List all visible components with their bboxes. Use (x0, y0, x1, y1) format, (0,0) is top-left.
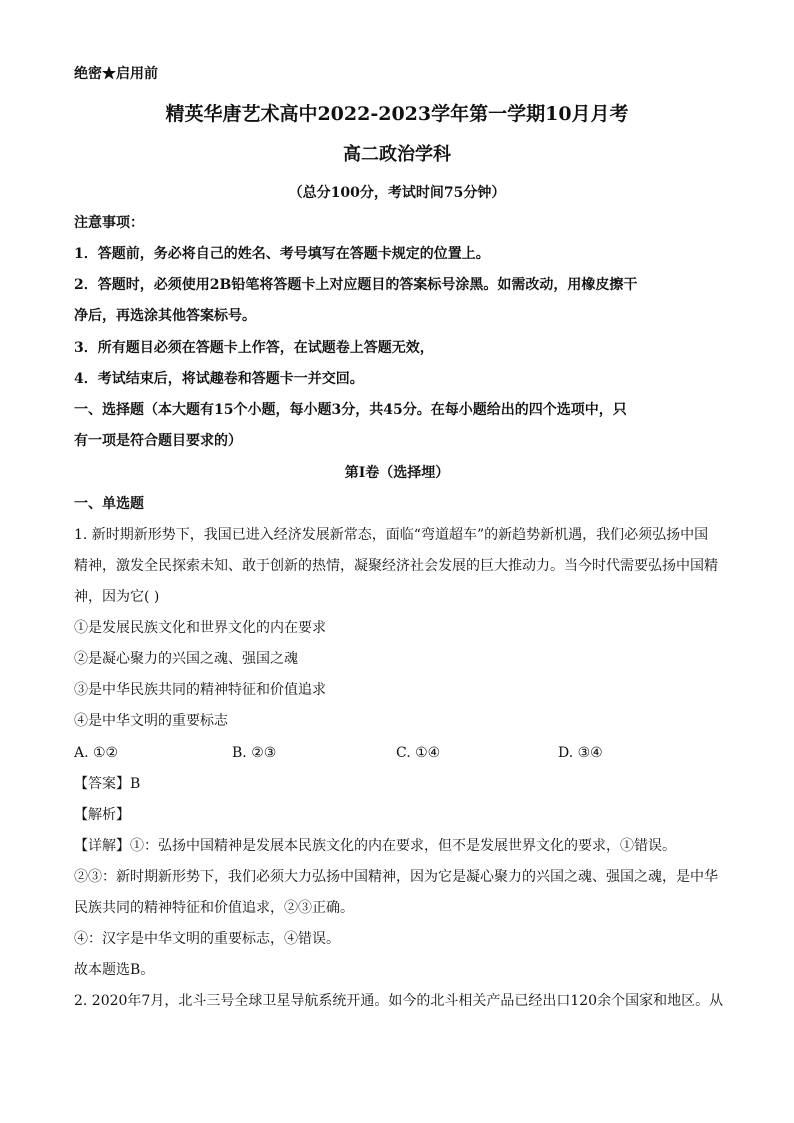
volume-title: 第Ⅰ卷（选择埋） (344, 465, 450, 481)
option-a: A. ①② (74, 745, 119, 761)
analysis-detail: ④：汉字是中华文明的重要标志，④错误。 (74, 931, 340, 947)
question-1-stem-end: 神，因为它( ) (74, 589, 160, 605)
subject-title: 高二政治学科 (343, 144, 451, 165)
note-item: 1．答题前，务必将自己的姓名、考号填写在答题卡规定的位置上。 (74, 246, 490, 262)
section-instructions-cont: 有一项是符合题目要求的） (74, 433, 242, 449)
note-item: 净后，再选涂其他答案标号。 (74, 308, 256, 324)
question-1-stem: 1. 新时期新形势下，我国已进入经济发展新常态，面临“弯道超车”的新趋势新机遇，我们必须弘扬中国 (74, 527, 709, 543)
question-1-stem-cont: 精神，激发全民探索未知、敢于创新的热情，凝聚经济社会发展的巨大推动力。当今时代需要弘扬中国精 (74, 558, 718, 574)
note-item: 3．所有题目必须在答题卡上作答，在试题卷上答题无效， (74, 340, 434, 356)
analysis-heading: 【解析】 (74, 807, 130, 823)
statement-item: ②是凝心聚力的兴国之魂、强国之魂 (74, 651, 298, 667)
confidential-label: 绝密★启用前 (74, 66, 158, 82)
exam-title: 精英华唐艺术高中2022-2023学年第一学期10月月考 (165, 103, 629, 125)
answer-label: 【答案】B (74, 776, 141, 792)
option-d: D. ③④ (558, 745, 603, 761)
note-item: 2．答题时，必须使用2B铅笔将答题卡上对应题目的答案标号涂黑。如需改动，用橡皮擦干 (74, 277, 638, 293)
question-2-stem: 2. 2020年7月，北斗三号全球卫星导航系统开通。如今的北斗相关产品已经出口120余个国家和地区。从 (74, 993, 724, 1009)
statement-item: ④是中华文明的重要标志 (74, 713, 228, 729)
answer-options (74, 743, 724, 763)
notes-heading: 注意事项： (74, 215, 144, 231)
analysis-detail: 民族共同的精神特征和价值追求，②③正确。 (74, 900, 354, 916)
statement-item: ①是发展民族文化和世界文化的内在要求 (74, 620, 326, 636)
option-b: B. ②③ (232, 745, 277, 761)
question-type-heading: 一、单选题 (74, 496, 144, 512)
note-item: 4．考试结束后，将试趣卷和答题卡一并交回。 (74, 371, 364, 387)
section-instructions: 一、选择题（本大题有15个小题，每小题3分，共45分。在每小题给出的四个选项中，只 (74, 402, 627, 418)
score-time-note: （总分100分，考试时间75分钟） (288, 185, 506, 201)
analysis-detail: ②③：新时期新形势下，我们必须大力弘扬中国精神，因为它是凝心聚力的兴国之魂、强国之魂，是中华 (74, 869, 718, 885)
analysis-detail: 【详解】①：弘扬中国精神是发展本民族文化的内在要求，但不是发展世界文化的要求，①错误。 (74, 838, 676, 854)
statement-item: ③是中华民族共同的精神特征和价值追求 (74, 682, 326, 698)
option-c: C. ①④ (396, 745, 441, 761)
analysis-conclusion: 故本题选B。 (74, 962, 155, 978)
